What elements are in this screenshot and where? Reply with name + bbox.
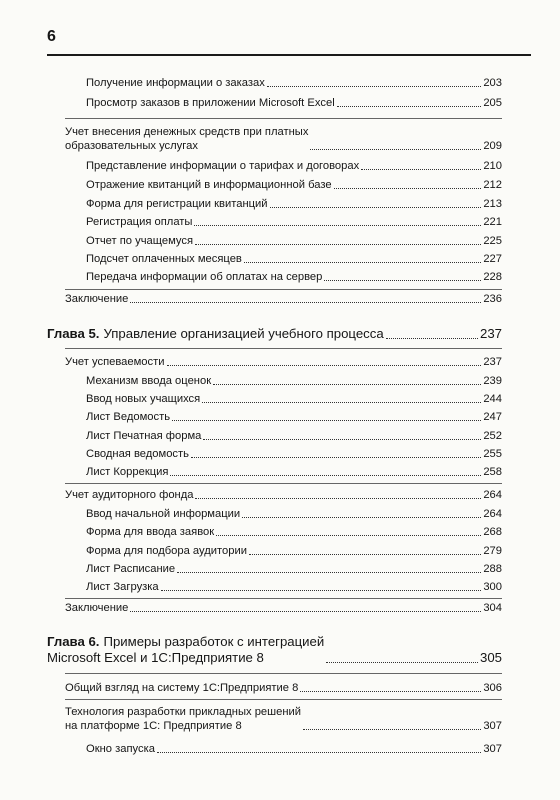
toc-chapter-title-line: Примеры разработок с интеграцией: [103, 634, 325, 649]
toc-entry-page: 228: [483, 271, 502, 283]
toc-entry: [65, 355, 502, 369]
toc-entry-page: 304: [483, 602, 502, 614]
leader-dots: [249, 554, 481, 555]
toc-entry: [86, 234, 502, 248]
section-rule: [65, 699, 502, 700]
leader-dots: [161, 590, 482, 591]
toc-entry-page: 205: [483, 97, 502, 109]
toc-entry-page: 307: [483, 743, 502, 755]
toc-entry: [86, 742, 502, 756]
toc-entry-page: 258: [483, 466, 502, 478]
toc-entry: [86, 447, 502, 461]
leader-dots: [270, 207, 482, 208]
toc-chapter: [47, 326, 502, 342]
toc-entry-page: 264: [483, 489, 502, 501]
toc-entry: [86, 178, 502, 192]
toc-entry-title: Лист Загрузка: [86, 581, 159, 593]
leader-dots: [195, 498, 481, 499]
toc-entry: [86, 392, 502, 406]
leader-dots: [361, 169, 481, 170]
toc-entry-page: 244: [483, 393, 502, 405]
leader-dots: [202, 402, 481, 403]
toc-entry: [65, 292, 502, 306]
toc-entry-title: Лист Печатная форма: [86, 430, 202, 442]
leader-dots: [334, 188, 482, 189]
toc-entry: [65, 125, 502, 153]
toc-entry-page: 225: [483, 235, 502, 247]
leader-dots: [242, 517, 481, 518]
toc-entry: [86, 525, 502, 539]
toc-entry: [86, 96, 502, 110]
toc-entry-title: Учет аудиторного фонда: [65, 489, 194, 501]
toc-chapter-title-line: Microsoft Excel и 1С:Предприятие 8: [47, 650, 264, 665]
toc-entry-page: 306: [483, 682, 502, 694]
leader-dots: [191, 457, 481, 458]
leader-dots: [194, 225, 481, 226]
toc-entry-title-line: образовательных услугах: [65, 140, 198, 152]
toc-entry: [86, 215, 502, 229]
toc-entry: [86, 507, 502, 521]
toc-entry-title-line: Учет внесения денежных средств при платных: [65, 126, 309, 138]
toc-chapter-title: Управление организацией учебного процесса: [103, 326, 384, 341]
toc-entry-title: Лист Расписание: [86, 563, 176, 575]
toc-entry-page: 239: [483, 375, 502, 387]
toc-entry: [86, 562, 502, 576]
toc-entry-title-line: Технология разработки прикладных решений: [65, 706, 302, 718]
toc-entry-title: Лист Ведомость: [86, 411, 171, 423]
toc-entry-page: 221: [483, 216, 502, 228]
section-rule: [65, 483, 502, 484]
toc-entry-title: Подсчет оплаченных месяцев: [86, 253, 242, 265]
toc-entry: [86, 270, 502, 284]
toc-entry-title: Ввод начальной информации: [86, 508, 241, 520]
toc-entry-title: Сводная ведомость: [86, 448, 189, 460]
leader-dots: [300, 691, 481, 692]
leader-dots: [244, 262, 481, 263]
leader-dots: [310, 149, 481, 150]
section-rule: [65, 289, 502, 290]
toc-entry-title: Лист Коррекция: [86, 466, 169, 478]
toc-entry: [86, 465, 502, 479]
header-rule: [47, 54, 531, 56]
toc-entry-title: Форма для подбора аудитории: [86, 545, 247, 557]
toc-entry-page: 268: [483, 526, 502, 538]
toc-entry-page: 255: [483, 448, 502, 460]
leader-dots: [130, 611, 481, 612]
toc-entry-title: Форма для ввода заявок: [86, 526, 215, 538]
toc-entry: [65, 601, 502, 615]
toc-entry-title: Общий взгляд на систему 1С:Предприятие 8: [65, 682, 299, 694]
toc-entry: [86, 410, 502, 424]
toc-entry-page: 264: [483, 508, 502, 520]
toc-entry: [86, 252, 502, 266]
toc-entry-page: 300: [483, 581, 502, 593]
toc-entry-title-line: на платформе 1С: Предприятие 8: [65, 720, 242, 732]
toc-entry: [86, 429, 502, 443]
leader-dots: [157, 752, 481, 753]
section-rule: [65, 348, 502, 349]
toc-entry-title: Просмотр заказов в приложении Microsoft Excel: [86, 97, 335, 109]
toc-entry-title: Представление информации о тарифах и договорах: [86, 160, 360, 172]
toc-entry-title: Окно запуска: [86, 743, 155, 755]
toc-entry-page: 279: [483, 545, 502, 557]
toc-entry-title: Получение информации о заказах: [86, 77, 265, 89]
toc-entry-page: 210: [483, 160, 502, 172]
toc-entry-page: 237: [483, 356, 502, 368]
section-rule: [65, 598, 502, 599]
toc-entry-title: Ввод новых учащихся: [86, 393, 201, 405]
toc-entry-title: Отчет по учащемуся: [86, 235, 194, 247]
toc-entry-page: 237: [479, 326, 502, 341]
leader-dots: [216, 535, 481, 536]
leader-dots: [303, 729, 481, 730]
toc-entry-page: 305: [479, 650, 502, 665]
leader-dots: [267, 86, 482, 87]
leader-dots: [167, 365, 482, 366]
toc-entry-title: Механизм ввода оценок: [86, 375, 212, 387]
toc-entry-title: Учет успеваемости: [65, 356, 165, 368]
leader-dots: [170, 475, 481, 476]
toc-entry-page: 213: [483, 198, 502, 210]
toc-entry-page: 236: [483, 293, 502, 305]
leader-dots: [195, 244, 481, 245]
toc-entry-title: Заключение: [65, 293, 129, 305]
toc-entry-title: Регистрация оплаты: [86, 216, 193, 228]
leader-dots: [203, 439, 481, 440]
toc-entry-title: Заключение: [65, 602, 129, 614]
toc-entry-page: 252: [483, 430, 502, 442]
toc-entry-page: 203: [483, 77, 502, 89]
toc-entry: [65, 705, 502, 733]
toc-chapter: [47, 634, 502, 666]
toc-entry-page: 209: [483, 140, 502, 152]
leader-dots: [130, 302, 481, 303]
toc-entry: [86, 76, 502, 90]
toc-entry: [86, 159, 502, 173]
chapter-label: Глава 5.: [47, 326, 100, 341]
section-rule: [65, 118, 502, 119]
toc-entry-page: 212: [483, 179, 502, 191]
leader-dots: [324, 280, 481, 281]
toc-entry: [65, 488, 502, 502]
toc-entry: [86, 544, 502, 558]
toc-entry: [86, 580, 502, 594]
toc-entry-page: 288: [483, 563, 502, 575]
page-number: 6: [47, 28, 56, 45]
toc-entry-title: Отражение квитанций в информационной базе: [86, 179, 332, 191]
chapter-label: Глава 6.: [47, 634, 100, 649]
leader-dots: [177, 572, 481, 573]
toc-entry-title: Передача информации об оплатах на сервер: [86, 271, 323, 283]
toc-entry: [86, 197, 502, 211]
leader-dots: [337, 106, 482, 107]
toc-entry: [65, 681, 502, 695]
toc-entry-title: Форма для регистрации квитанций: [86, 198, 268, 210]
toc-entry: [86, 374, 502, 388]
toc-entry-page: 247: [483, 411, 502, 423]
section-rule: [65, 673, 502, 674]
toc-entry-page: 307: [483, 720, 502, 732]
leader-dots: [326, 662, 478, 663]
leader-dots: [386, 338, 478, 339]
leader-dots: [213, 384, 481, 385]
toc-entry-page: 227: [483, 253, 502, 265]
leader-dots: [172, 420, 481, 421]
